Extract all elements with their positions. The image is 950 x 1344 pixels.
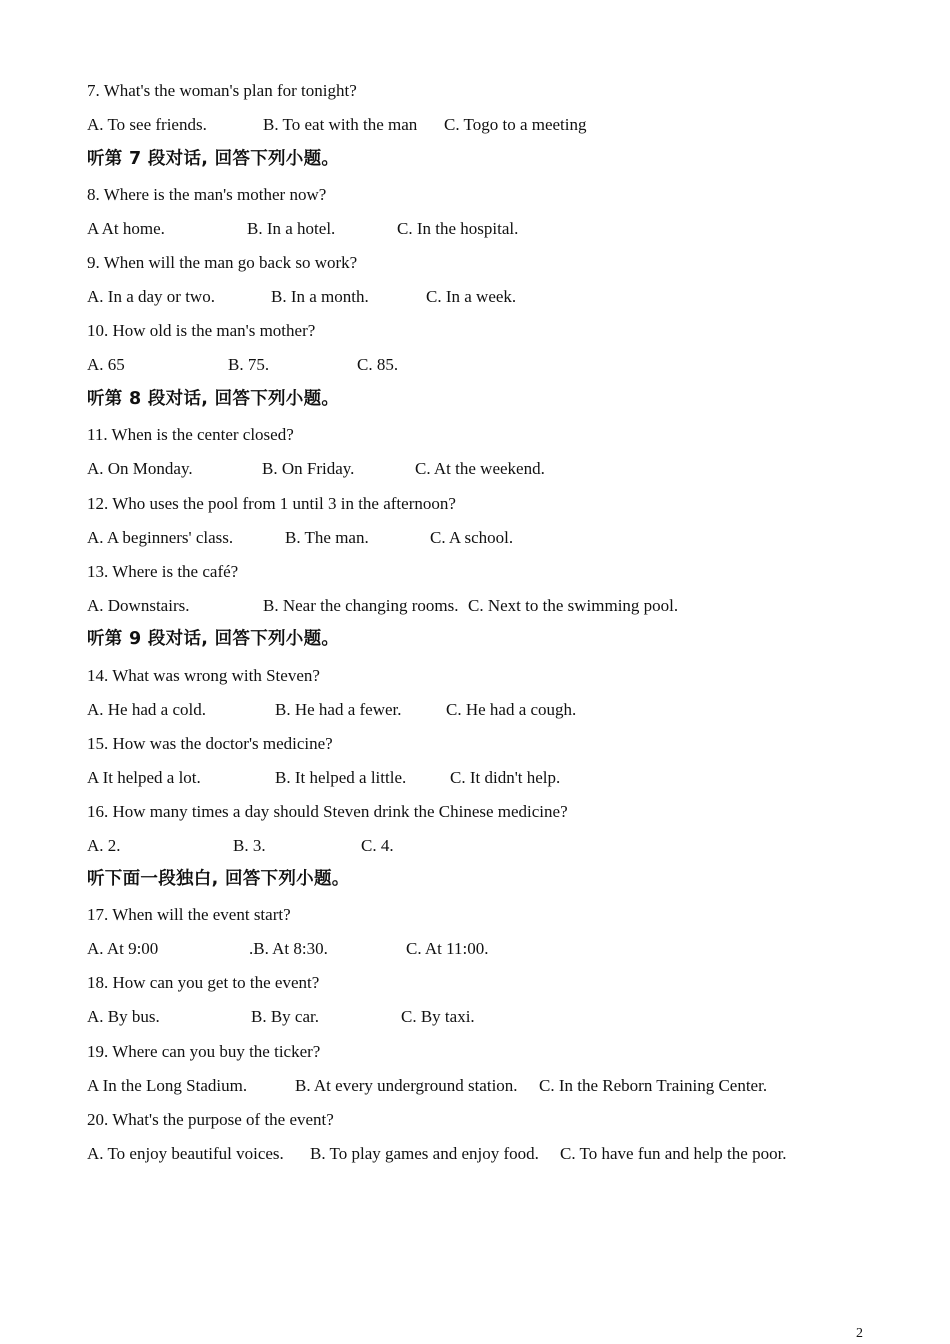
answer-options <box>87 523 867 553</box>
answer-options <box>87 282 867 312</box>
answer-option: B. In a hotel. <box>247 219 336 238</box>
answer-options <box>87 350 867 380</box>
answer-option: B. He had a fewer. <box>275 700 402 719</box>
page-number: 2 <box>856 1326 863 1341</box>
answer-option: B. The man. <box>285 528 369 547</box>
answer-options <box>87 1139 867 1169</box>
answer-option: B. On Friday. <box>262 459 355 478</box>
answer-option: C. In the hospital. <box>397 219 519 238</box>
question-text: 19. Where can you buy the ticker? <box>87 1042 321 1061</box>
answer-option: C. 85. <box>357 355 399 374</box>
answer-option: A. To see friends. <box>87 115 207 134</box>
answer-option: B. Near the changing rooms. <box>263 596 459 615</box>
question-text: 13. Where is the café? <box>87 562 239 581</box>
answer-option: C. To have fun and help the poor. <box>560 1144 787 1163</box>
answer-option: C. At the weekend. <box>415 459 545 478</box>
answer-option: B. 75. <box>228 355 270 374</box>
question-text: 14. What was wrong with Steven? <box>87 666 320 685</box>
answer-option: A. By bus. <box>87 1007 160 1026</box>
answer-option: B. In a month. <box>271 287 369 306</box>
answer-option: B. It helped a little. <box>275 768 407 787</box>
answer-option: A. At 9:00 <box>87 939 159 958</box>
answer-options <box>87 1002 867 1032</box>
answer-option: A In the Long Stadium. <box>87 1076 248 1095</box>
question-text: 20. What's the purpose of the event? <box>87 1110 334 1129</box>
answer-option: C. Togo to a meeting <box>444 115 587 134</box>
answer-option: C. Next to the swimming pool. <box>468 596 679 615</box>
section-heading: 听第 8 段对话, 回答下列小题。 <box>87 389 340 409</box>
question-text: 10. How old is the man's mother? <box>87 321 316 340</box>
answer-options <box>87 454 867 484</box>
answer-options <box>87 934 867 964</box>
answer-options <box>87 591 867 621</box>
answer-option: A. On Monday. <box>87 459 193 478</box>
section-heading: 听第 9 段对话, 回答下列小题。 <box>87 629 340 649</box>
answer-option: C. In a week. <box>426 287 517 306</box>
answer-option: .B. At 8:30. <box>249 939 328 958</box>
answer-options <box>87 110 867 140</box>
answer-option: A. 65 <box>87 355 125 374</box>
answer-option: A At home. <box>87 219 165 238</box>
answer-options <box>87 214 867 244</box>
answer-options <box>87 763 867 793</box>
answer-option: C. A school. <box>430 528 514 547</box>
answer-option: A. He had a cold. <box>87 700 206 719</box>
question-text: 18. How can you get to the event? <box>87 973 320 992</box>
answer-options <box>87 695 867 725</box>
answer-option: B. 3. <box>233 836 266 855</box>
answer-option: B. By car. <box>251 1007 319 1026</box>
answer-option: C. By taxi. <box>401 1007 475 1026</box>
question-text: 12. Who uses the pool from 1 until 3 in the afternoon? <box>87 494 456 513</box>
answer-option: A. In a day or two. <box>87 287 215 306</box>
answer-option: C. 4. <box>361 836 394 855</box>
question-text: 7. What's the woman's plan for tonight? <box>87 81 357 100</box>
question-text: 9. When will the man go back so work? <box>87 253 358 272</box>
question-text: 16. How many times a day should Steven drink the Chinese medicine? <box>87 802 568 821</box>
section-heading: 听下面一段独白, 回答下列小题。 <box>87 869 350 889</box>
question-text: 17. When will the event start? <box>87 905 291 924</box>
answer-option: B. To play games and enjoy food. <box>310 1144 539 1163</box>
answer-option: C. In the Reborn Training Center. <box>539 1076 768 1095</box>
answer-options <box>87 831 867 861</box>
answer-option: C. He had a cough. <box>446 700 577 719</box>
answer-option: C. At 11:00. <box>406 939 489 958</box>
answer-option: B. To eat with the man <box>263 115 418 134</box>
question-text: 15. How was the doctor's medicine? <box>87 734 333 753</box>
answer-option: C. It didn't help. <box>450 768 561 787</box>
answer-option: B. At every underground station. <box>295 1076 518 1095</box>
answer-option: A It helped a lot. <box>87 768 201 787</box>
answer-option: A. Downstairs. <box>87 596 190 615</box>
answer-option: A. A beginners' class. <box>87 528 234 547</box>
answer-options <box>87 1071 867 1101</box>
section-heading: 听第 7 段对话, 回答下列小题。 <box>87 149 340 169</box>
answer-option: A. To enjoy beautiful voices. <box>87 1144 284 1163</box>
question-text: 8. Where is the man's mother now? <box>87 185 327 204</box>
question-text: 11. When is the center closed? <box>87 425 294 444</box>
answer-option: A. 2. <box>87 836 121 855</box>
